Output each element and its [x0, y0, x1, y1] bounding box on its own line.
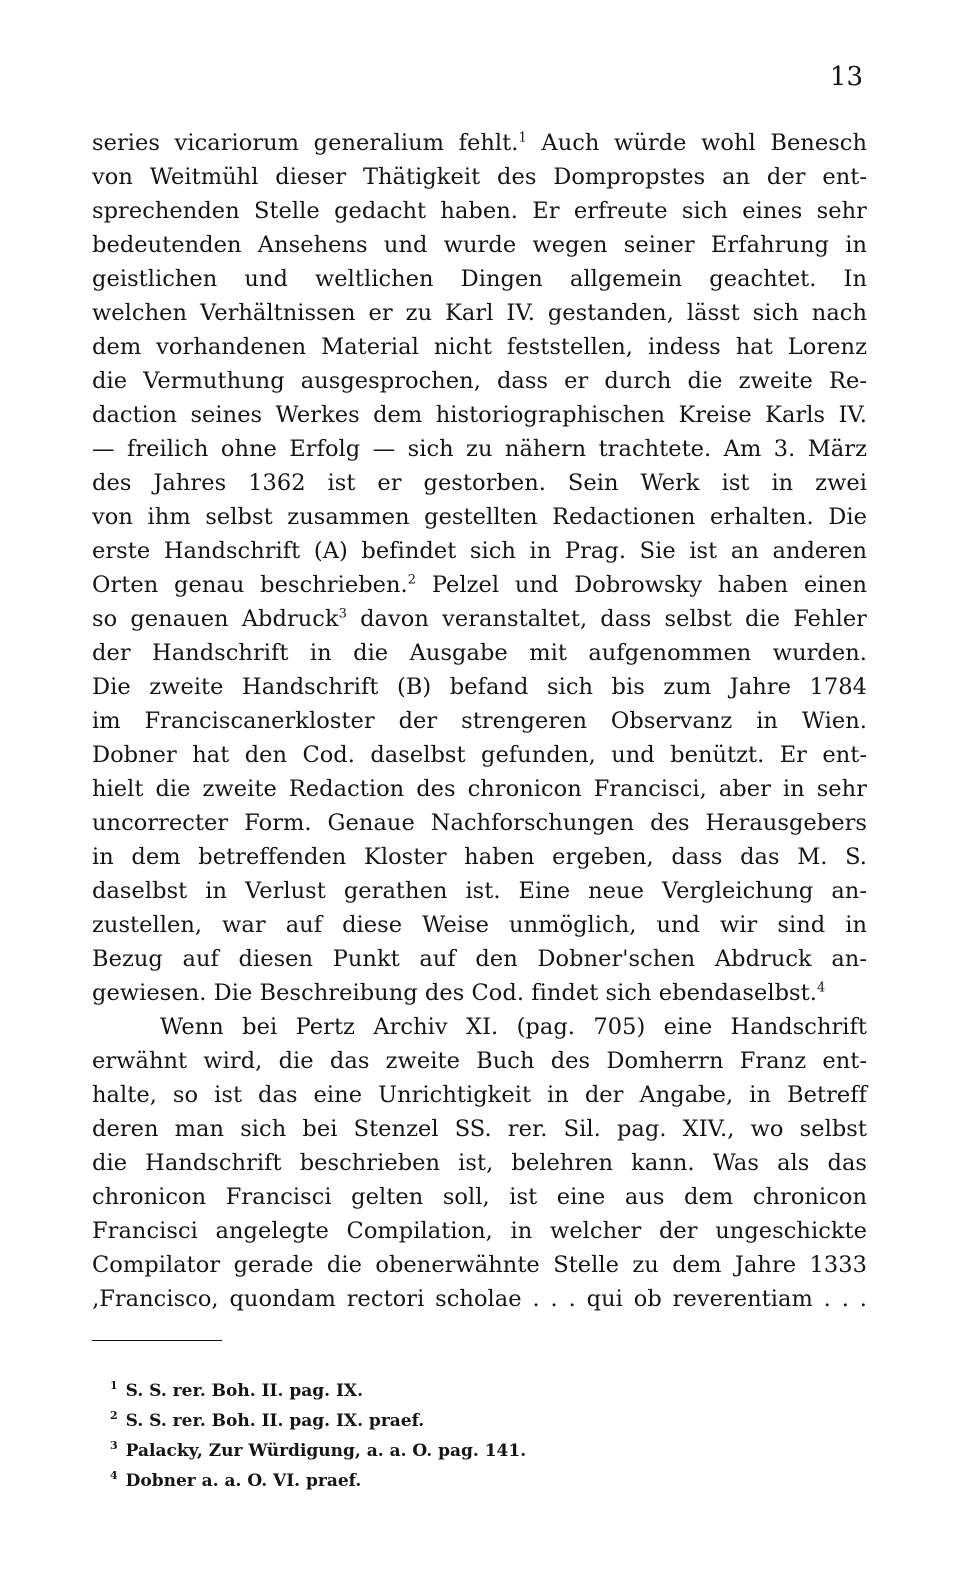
line-text: Dobner hat den Cod. daselbst gefunden, und benützt. Er ent- [92, 742, 867, 768]
text-line [92, 500, 867, 534]
line-text: daction seines Werkes dem historiographischen Kreise Karls IV. [92, 402, 867, 428]
text-line [92, 262, 867, 296]
line-text: welchen Verhältnissen er zu Karl IV. gestanden, lässt sich nach [92, 300, 867, 326]
footnote-mark: 3 [110, 1439, 118, 1453]
paragraph [92, 1010, 867, 1316]
text-line [92, 908, 867, 942]
line-text: hielt die zweite Redaction des chronicon Francisci, aber in sehr [92, 776, 867, 802]
line-text: in dem betreffenden Kloster haben ergeben, dass das M. S. [92, 844, 867, 870]
line-text: Wenn bei Pertz Archiv XI. (pag. 705) eine Handschrift [160, 1014, 867, 1040]
line-text: halte, so ist das eine Unrichtigkeit in der Angabe, in Betreff [92, 1082, 867, 1108]
line-text: — freilich ohne Erfolg — sich zu nähern trachtete. Am 3. März [92, 436, 867, 462]
text-line [92, 466, 867, 500]
line-text: bedeutenden Ansehens und wurde wegen seiner Erfahrung in [92, 232, 867, 258]
line-text: die Handschrift beschrieben ist, belehren kann. Was als das [92, 1150, 867, 1176]
text-line [92, 976, 867, 1010]
line-text: ‚Francisco, quondam rectori scholae . . . qui ob reverentiam . . . [92, 1286, 867, 1312]
text-line [92, 670, 867, 704]
footnote [110, 1376, 810, 1406]
text-line [92, 1180, 867, 1214]
text-line [92, 840, 867, 874]
line-text: geistlichen und weltlichen Dingen allgemein geachtet. In [92, 266, 867, 292]
text-line [92, 738, 867, 772]
line-text: des Jahres 1362 ist er gestorben. Sein Werk ist in zwei [92, 470, 867, 496]
footnote-reference: 3 [338, 606, 347, 622]
line-text: gewiesen. Die Beschreibung des Cod. findet sich ebendaselbst. [92, 980, 817, 1006]
footnote-text: S. S. rer. Boh. II. pag. IX. [125, 1381, 364, 1401]
text-line [92, 194, 867, 228]
text-line [92, 1248, 867, 1282]
text-line [92, 636, 867, 670]
line-text: von ihm selbst zusammen gestellten Redactionen erhalten. Die [92, 504, 867, 530]
line-text: von Weitmühl dieser Thätigkeit des Dompropstes an der ent- [92, 164, 867, 190]
footnotes [110, 1376, 810, 1496]
line-text: sprechenden Stelle gedacht haben. Er erfreute sich eines sehr [92, 198, 867, 224]
text-line [92, 330, 867, 364]
text-line [92, 296, 867, 330]
text-line [92, 874, 867, 908]
line-text: series vicariorum generalium fehlt. [92, 130, 519, 156]
footnote [110, 1406, 810, 1436]
line-text: Francisci angelegte Compilation, in welcher der ungeschickte [92, 1218, 867, 1244]
line-text-tail: davon veranstaltet, dass selbst die Fehler [346, 606, 867, 632]
line-text: uncorrecter Form. Genaue Nachforschungen des Herausgebers [92, 810, 867, 836]
text-line [92, 1214, 867, 1248]
text-line [92, 364, 867, 398]
text-line [92, 942, 867, 976]
footnote [110, 1436, 810, 1466]
line-text: chronicon Francisci gelten soll, ist eine aus dem chronicon [92, 1184, 867, 1210]
footnote-separator [92, 1340, 222, 1341]
text-line [92, 1078, 867, 1112]
line-text: so genauen Abdruck [92, 606, 339, 632]
body-text [92, 126, 867, 1316]
footnote-reference: 2 [407, 572, 417, 588]
line-text-tail: Auch würde wohl Benesch [526, 130, 867, 156]
text-line [92, 534, 867, 568]
footnote-mark: 4 [110, 1469, 118, 1483]
footnote [110, 1466, 810, 1496]
line-text: Compilator gerade die obenerwähnte Stelle zu dem Jahre 1333 [92, 1252, 867, 1278]
footnote-mark: 1 [110, 1379, 118, 1393]
line-text: Bezug auf diesen Punkt auf den Dobner'schen Abdruck an- [92, 946, 867, 972]
footnote-text: Dobner a. a. O. VI. praef. [125, 1471, 362, 1491]
text-line [92, 806, 867, 840]
footnote-reference: 1 [518, 130, 527, 146]
text-line [92, 160, 867, 194]
line-text: dem vorhandenen Material nicht feststellen, indess hat Lorenz [92, 334, 867, 360]
footnote-reference: 4 [816, 980, 826, 996]
text-line [92, 704, 867, 738]
text-line [92, 1146, 867, 1180]
line-text: zustellen, war auf diese Weise unmöglich, und wir sind in [92, 912, 867, 938]
text-line [92, 1282, 867, 1316]
text-line [92, 568, 867, 602]
page-number: 13 [829, 62, 863, 92]
footnote-text: Palacky, Zur Würdigung, a. a. O. pag. 141. [125, 1441, 527, 1461]
text-line [92, 228, 867, 262]
line-text: daselbst in Verlust gerathen ist. Eine neue Vergleichung an- [92, 878, 867, 904]
footnote-mark: 2 [110, 1409, 118, 1423]
line-text: erwähnt wird, die das zweite Buch des Domherrn Franz ent- [92, 1048, 867, 1074]
text-line [92, 772, 867, 806]
text-line [92, 432, 867, 466]
line-text: die Vermuthung ausgesprochen, dass er durch die zweite Re- [92, 368, 867, 394]
line-text: Die zweite Handschrift (B) befand sich bis zum Jahre 1784 [92, 674, 867, 700]
paragraph [92, 126, 867, 1010]
text-line [92, 1010, 867, 1044]
line-text-tail: Pelzel und Dobrowsky haben einen [416, 572, 868, 598]
line-text: Orten genau beschrieben. [92, 572, 408, 598]
line-text: der Handschrift in die Ausgabe mit aufgenommen wurden. [92, 640, 867, 666]
text-line [92, 398, 867, 432]
footnote-text: S. S. rer. Boh. II. pag. IX. praef. [125, 1411, 425, 1431]
text-line [92, 126, 867, 160]
line-text: im Franciscanerkloster der strengeren Observanz in Wien. [92, 708, 867, 734]
text-line [92, 1112, 867, 1146]
line-text: erste Handschrift (A) befindet sich in Prag. Sie ist an anderen [92, 538, 867, 564]
line-text: deren man sich bei Stenzel SS. rer. Sil. pag. XIV., wo selbst [92, 1116, 867, 1142]
text-line [92, 602, 867, 636]
text-line [92, 1044, 867, 1078]
